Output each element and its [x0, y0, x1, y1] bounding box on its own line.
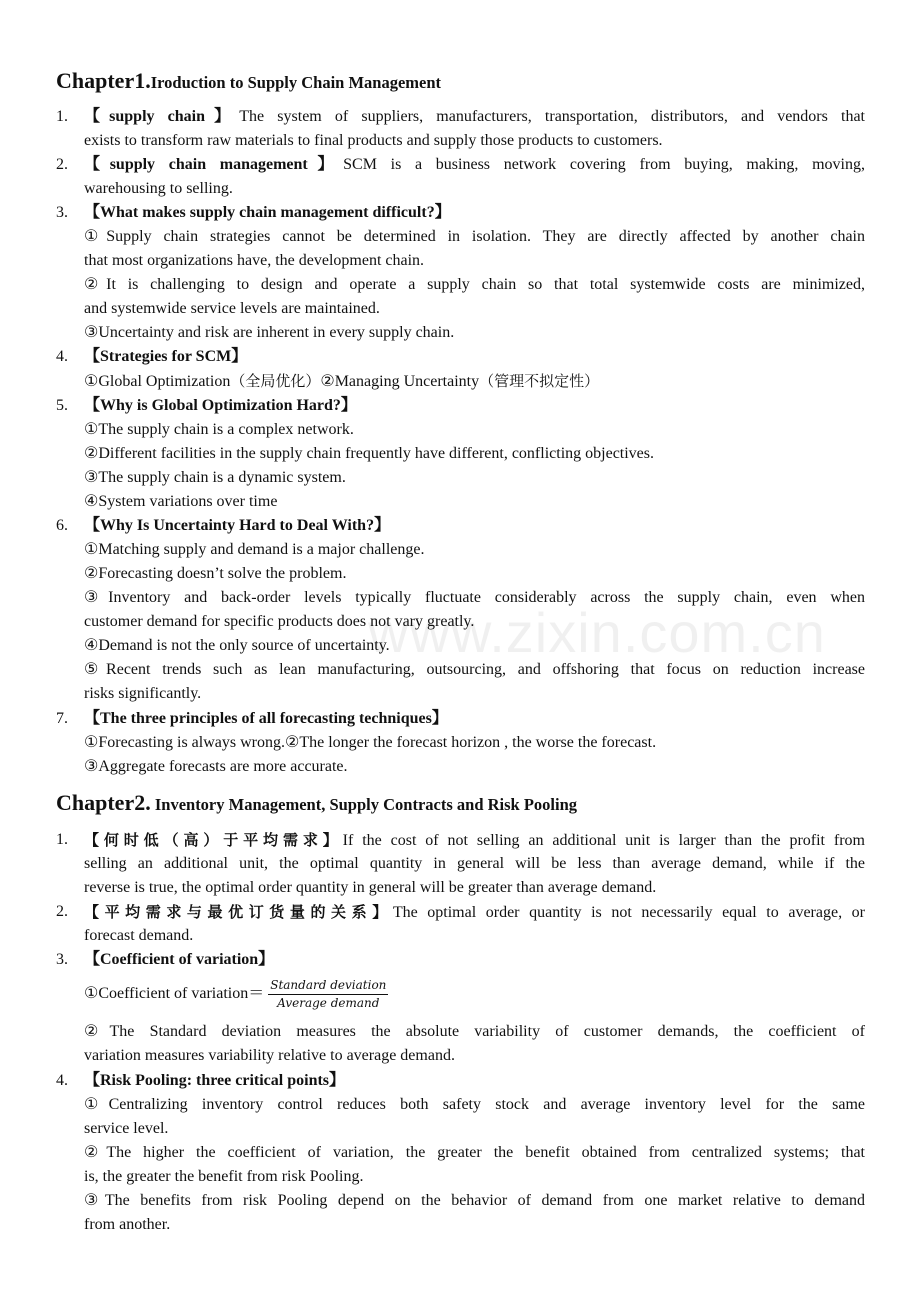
definition-text: The optimal order quantity is not necessarily equal to average, or	[392, 904, 865, 921]
chapter2-heading	[56, 790, 577, 816]
chapter2-number: Chapter2.	[56, 790, 151, 815]
item-line: ③Aggregate forecasts are more accurate.	[84, 758, 348, 775]
item-line: ②Different facilities in the supply chain frequently have different, conflicting objectives.	[84, 445, 655, 462]
strategy-1-chinese: （全局优化）	[230, 372, 321, 390]
term: 【supply chain】	[84, 108, 240, 125]
item-line: service level.	[84, 1120, 169, 1137]
item-line: from another.	[84, 1216, 171, 1233]
strategy-2-chinese: （管理不拟定性）	[479, 372, 600, 390]
term: 【Why is Global Optimization Hard?】	[84, 397, 357, 414]
term: 【Coefficient of variation】	[84, 951, 275, 968]
chapter1-title: Iroduction to Supply Chain Management	[150, 73, 442, 92]
item-number: 7.	[56, 710, 68, 727]
item-line: exists to transform raw materials to final products and supply those products to customers.	[84, 132, 663, 149]
ch1-item-2	[56, 153, 865, 201]
ch2-item-1	[56, 828, 865, 900]
watermark: www.zixin.com.cn	[368, 601, 826, 664]
item-line: ①Centralizing inventory control reduces both safety stock and average inventory level for the same	[84, 1096, 865, 1113]
ch1-item-7	[56, 707, 865, 779]
ch2-item-3	[56, 948, 865, 1068]
item-number: 4.	[56, 348, 68, 365]
chapter1-heading	[56, 68, 441, 94]
item-line: ②Forecasting doesn’t solve the problem.	[84, 565, 347, 582]
item-line: ①The supply chain is a complex network.	[84, 421, 354, 438]
ch1-item-4	[56, 345, 865, 393]
formula-lhs: ①Coefficient of variation＝	[84, 985, 265, 1002]
term: 【何时低（高）于平均需求】	[84, 831, 343, 849]
item-number: 2.	[56, 156, 68, 173]
term: 【平均需求与最优订货量的关系】	[84, 903, 393, 921]
ch2-item-2	[56, 900, 865, 948]
item-line: ①Forecasting is always wrong.②The longer the forecast horizon , the worse the forecast.	[84, 734, 657, 751]
item-line: ④Demand is not the only source of uncertainty.	[84, 637, 390, 654]
strategy-1: ①Global Optimization	[84, 373, 231, 390]
item-number: 1.	[56, 108, 68, 125]
item-line: ④System variations over time	[84, 493, 278, 510]
chapter2-title: Inventory Management, Supply Contracts and Risk Pooling	[150, 795, 578, 814]
item-line: that most organizations have, the development chain.	[84, 252, 425, 269]
item-line	[84, 828, 865, 852]
item-line: customer demand for specific products does not vary greatly.	[84, 613, 475, 630]
item-line	[84, 105, 865, 129]
item-number: 6.	[56, 517, 68, 534]
term: 【The three principles of all forecasting techniques】	[84, 710, 448, 727]
item-line: ③The benefits from risk Pooling depend on the behavior of demand from one market relative to demand	[84, 1192, 865, 1209]
item-number: 3.	[56, 951, 68, 968]
item-line: is, the greater the benefit from risk Pooling.	[84, 1168, 364, 1185]
item-line	[84, 153, 865, 177]
term: 【What makes supply chain management difficult?】	[84, 204, 451, 221]
chapter1-number: Chapter1.	[56, 68, 151, 93]
item-line: ③Inventory and back-order levels typically fluctuate considerably across the supply chain, even when	[84, 589, 865, 606]
strategy-2: ②Managing Uncertainty	[320, 373, 480, 390]
item-number: 4.	[56, 1072, 68, 1089]
formula-denominator: Average demand	[277, 995, 380, 1010]
item-line: ③The supply chain is a dynamic system.	[84, 469, 346, 486]
item-number: 3.	[56, 204, 68, 221]
cv-formula	[84, 974, 865, 1014]
item-line: selling an additional unit, the optimal quantity in general will be less than average demand, while if the	[84, 855, 865, 872]
definition-text: SCM is a business network covering from buying, making, moving,	[343, 156, 865, 173]
item-line	[84, 369, 865, 393]
formula-fraction	[268, 978, 388, 1011]
definition-text: The system of suppliers, manufacturers, transportation, distributors, and vendors that	[239, 108, 865, 125]
term: 【Risk Pooling: three critical points】	[84, 1072, 346, 1089]
item-line: ②The higher the coefficient of variation, the greater the benefit obtained from centralized systems; that	[84, 1144, 865, 1161]
definition-text: If the cost of not selling an additional unit is larger than the profit from	[342, 832, 865, 849]
item-line: risks significantly.	[84, 685, 202, 702]
item-line: ①Supply chain strategies cannot be determined in isolation. They are directly affected by another chain	[84, 228, 865, 245]
ch1-item-3	[56, 201, 865, 345]
item-number: 1.	[56, 831, 68, 848]
term: 【supply chain management】	[84, 156, 344, 173]
item-line: warehousing to selling.	[84, 180, 233, 197]
ch1-item-5	[56, 394, 865, 514]
item-line: and systemwide service levels are maintained.	[84, 300, 380, 317]
ch1-item-6	[56, 514, 865, 706]
item-line: ②It is challenging to design and operate a supply chain so that total systemwide costs are minimized,	[84, 276, 865, 293]
item-line: forecast demand.	[84, 927, 194, 944]
item-line: ⑤Recent trends such as lean manufacturing, outsourcing, and offshoring that focus on reduction increase	[84, 661, 865, 678]
term: 【Strategies for SCM】	[84, 348, 248, 365]
formula-numerator: Standard deviation	[268, 978, 388, 995]
ch2-item-4	[56, 1069, 865, 1237]
item-line: variation measures variability relative to average demand.	[84, 1047, 455, 1064]
item-line: ①Matching supply and demand is a major challenge.	[84, 541, 425, 558]
item-number: 2.	[56, 903, 68, 920]
item-number: 5.	[56, 397, 68, 414]
item-line: ②The Standard deviation measures the absolute variability of customer demands, the coefficient of	[84, 1023, 865, 1040]
item-line	[84, 900, 865, 924]
item-line: ③Uncertainty and risk are inherent in every supply chain.	[84, 324, 455, 341]
item-line: reverse is true, the optimal order quantity in general will be greater than average demand.	[84, 879, 657, 896]
ch1-item-1	[56, 105, 865, 153]
term: 【Why Is Uncertainty Hard to Deal With?】	[84, 517, 391, 534]
